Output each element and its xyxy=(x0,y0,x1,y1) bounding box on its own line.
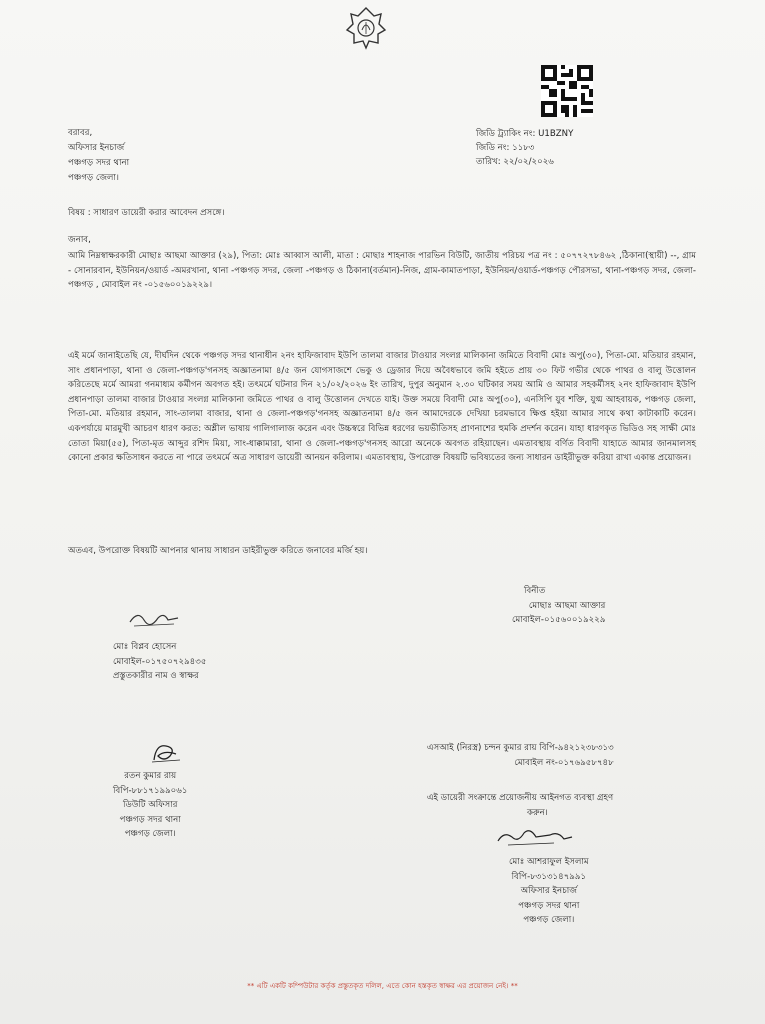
gd-info xyxy=(476,127,573,169)
preparer-mobile: মোবাইল-০১৭৫০৭২৯৪৩৫ xyxy=(113,656,207,667)
recipient-line: বরাবর, xyxy=(68,128,93,138)
recipient-line: পঞ্চগড় জেলা। xyxy=(68,173,119,183)
salutation: জনাব, xyxy=(68,235,91,245)
applicant-name: মোছাঃ আছমা আক্তার xyxy=(528,600,606,611)
complaint-body-paragraph: এই মর্মে জানাইতেছি যে, দীর্ঘদিন থেকে পঞ্চগড় সদর থানাধীন ২নং হাফিজাবাদ ইউপি তালমা বাজার টাওয়ার সংলগ্ন মালিকানা জমিতে বিবাদী মোঃ অপু(৩০), পিতা-মো. মতিয়ার রহমান, সাং প্রধানপাড়া, থানা ও জেলা-পঞ্চগড়'গনসহ অজ্ঞাতনামা ৪/৫ জন যোগসাজশে ভেকু ও ড্রেজার দিয়ে অবৈধভাবে জমি হইতে প্রায় ৩০ ফিট গভীর থেকে পাথর ও বালু উত্তোলন করিতেছে মর্মে আমরা গনমাধ্যম কর্মীগন অবগত হই। তৎমর্মে ঘটনার দিন ২১/০২/২০২৬ ইং তারিখ, দুপুর অনুমান ২.৩০ ঘটিকার সময় আমি ও আমার সহকর্মীসহ ২নং হাফিজাবাদ ইউপি প্রধানপাড়া তালমা বাজার টাওয়ার সংলগ্ন মালিকানা জমিতে পাথর ও বালু উত্তোলন দেখতে যাই। উক্ত সময়ে বিবাদী মোঃ অপু(৩০), এনসিপি যুব শক্তি, যুগ্ম আহবায়ক, পঞ্চগড় জেলা, পিতা-মো. মতিয়ার রহমান, সাং-তালমা বাজার, থানা ও জেলা-পঞ্চগড়'গনসহ অজ্ঞাতনামা ৪/৫ জন আমাদেরকে দেখিয়া চরমভাবে ক্ষিপ্ত হইয়া আমার সাথে কথা কাটাকাটি করেন। একপর্যায়ে মারমুখী আচরণ ধারণ করত: অশ্লীল ভাষায় গালিগালাজ করেন এবং উচ্চস্বরে বিভিন্ন ধরণের ভয়ভীতিসহ প্রাণনাশের হুমকি প্রদর্শন করেন। যাহা ধারণকৃত ভিডিও সহ সাক্ষী মোঃ তোতা মিয়া(৫৫), পিতা-মৃত আব্দুর রশিদ মিয়া, সাং-ধাক্কামারা, থানা ও জেলা-পঞ্চগড়'গনসহ আরো অনেকে অবগত রহিয়াছেন। এমতাবস্থায় বর্ণিত বিবাদী যাহাতে আমার জানমালসহ কোনো প্রকার ক্ষতিসাধন করতে না পারে তৎমর্মে অত্র সাধারণ ডায়েরী আনয়ন করিলাম। এমতাবস্থায়, উপরোক্ত বিষয়টি ভবিষ্যতের জন্য সাধারন ডাইরীভুক্ত করিয়া রাখা একান্ত প্রয়োজন। xyxy=(68,351,696,464)
oc-district: পঞ্চগড় জেলা। xyxy=(523,915,575,925)
closing-paragraph: অতএব, উপরোক্ত বিষয়টি আপনার থানায় সাধারন ডাইরীভুক্ত করিতে জনাবের মর্জি হয়। xyxy=(68,546,368,556)
oc-block xyxy=(509,855,589,928)
recipient-line: অফিসার ইনচার্জ xyxy=(68,143,125,153)
action-line: করুন। xyxy=(527,807,548,818)
applicant-intro-paragraph: আমি নিম্নস্বাক্ষরকারী মোছাঃ আছমা আক্তার (২৯), পিতা: মোঃ আব্বাস আলী, মাতা : মোছাঃ শাহনাজ পারভিন বিউটি, জাতীয় পরিচয় পত্র নং : ৫০৭৭২৭৮৪৬২ ,ঠিকানা(স্থায়ী) --, গ্রাম - সোনারবান, ইউনিয়ন/ওয়ার্ড -অমরখানা, থানা -পঞ্চগড় সদর, জেলা -পঞ্চগড় ও ঠিকানা(বর্তমান)-নিজ, গ্রাম-কামাতপাড়া, ইউনিয়ন/ওয়ার্ড-পঞ্চগড় পৌরসভা, থানা-পঞ্চগড় সদর, জেলা-পঞ্চগড় , মোবাইল নং -০১৫৬০০১৯২২৯। xyxy=(68,251,696,291)
applicant-line: বিনীত xyxy=(524,586,546,596)
duty-officer-name: রতন কুমার রায় xyxy=(124,771,177,781)
preparer-caption: প্রস্তুতকারীর নাম ও স্বাক্ষর xyxy=(113,671,199,681)
action-line: এই ডায়েরী সংক্রান্তে প্রয়োজনীয় আইনগত ব্যবস্থা গ্রহণ xyxy=(427,793,614,803)
duty-officer-block xyxy=(113,769,187,842)
recipient-line: পঞ্চগড় সদর থানা xyxy=(68,158,130,168)
duty-officer-station: পঞ্চগড় সদর থানা xyxy=(119,814,181,825)
oc-station: পঞ্চগড় সদর থানা xyxy=(518,900,580,911)
duty-officer-district: পঞ্চগড় জেলা। xyxy=(124,829,176,839)
duty-officer-title: ডিউটি অফিসার xyxy=(123,800,178,810)
applicant-signature-block xyxy=(512,584,605,628)
qr-code-icon xyxy=(541,65,593,117)
oc-bp: বিপি-৮৩১৩১৪৭৯৯১ xyxy=(511,871,587,882)
duty-officer-signature-icon xyxy=(150,738,182,770)
preparer-signature-icon xyxy=(128,606,180,634)
duty-officer-bp: বিপি-৮৮১৭১৯৯০৬১ xyxy=(113,785,188,796)
gd-tracking: জিডি ট্র্যাকিং নং: U1BZNY xyxy=(476,129,574,139)
applicant-mobile: মোবাইল-০১৫৬০০১৯২২৯ xyxy=(512,615,606,625)
gd-number: জিডি নং: ১১৮৩ xyxy=(476,143,535,153)
preparer-name: মোঃ বিপ্লব হোসেন xyxy=(113,642,177,652)
preparer-block xyxy=(113,640,206,684)
si-block xyxy=(427,741,614,770)
si-name: এসআই (নিরস্ত্র) চন্দন কুমার রায় বিপি-৯৪২১২৩৮৩১৩ xyxy=(427,743,614,753)
subject-line: বিষয় : সাধারণ ডায়েরী করার আবেদন প্রসঙ্গে। xyxy=(68,208,225,218)
oc-title: অফিসার ইনচার্জ xyxy=(520,886,577,896)
si-mobile: মোবাইল নং-০১৭৬৯৫৮৭৪৮ xyxy=(514,757,614,768)
action-instruction xyxy=(427,791,613,820)
oc-signature-icon xyxy=(494,823,574,853)
oc-name: মোঃ আশরাফুল ইসলাম xyxy=(509,857,589,867)
computer-generated-note: ** এটি একটি কম্পিউটার কর্তৃক প্রস্তুতকৃত দলিল, এতে কোন হস্তকৃত স্বাক্ষর এর প্রয়োজন নেই। ** xyxy=(247,982,518,990)
recipient-address xyxy=(68,126,129,186)
police-emblem-icon xyxy=(345,6,387,50)
gd-date: তারিখ: ২২/০২/২০২৬ xyxy=(476,157,554,167)
